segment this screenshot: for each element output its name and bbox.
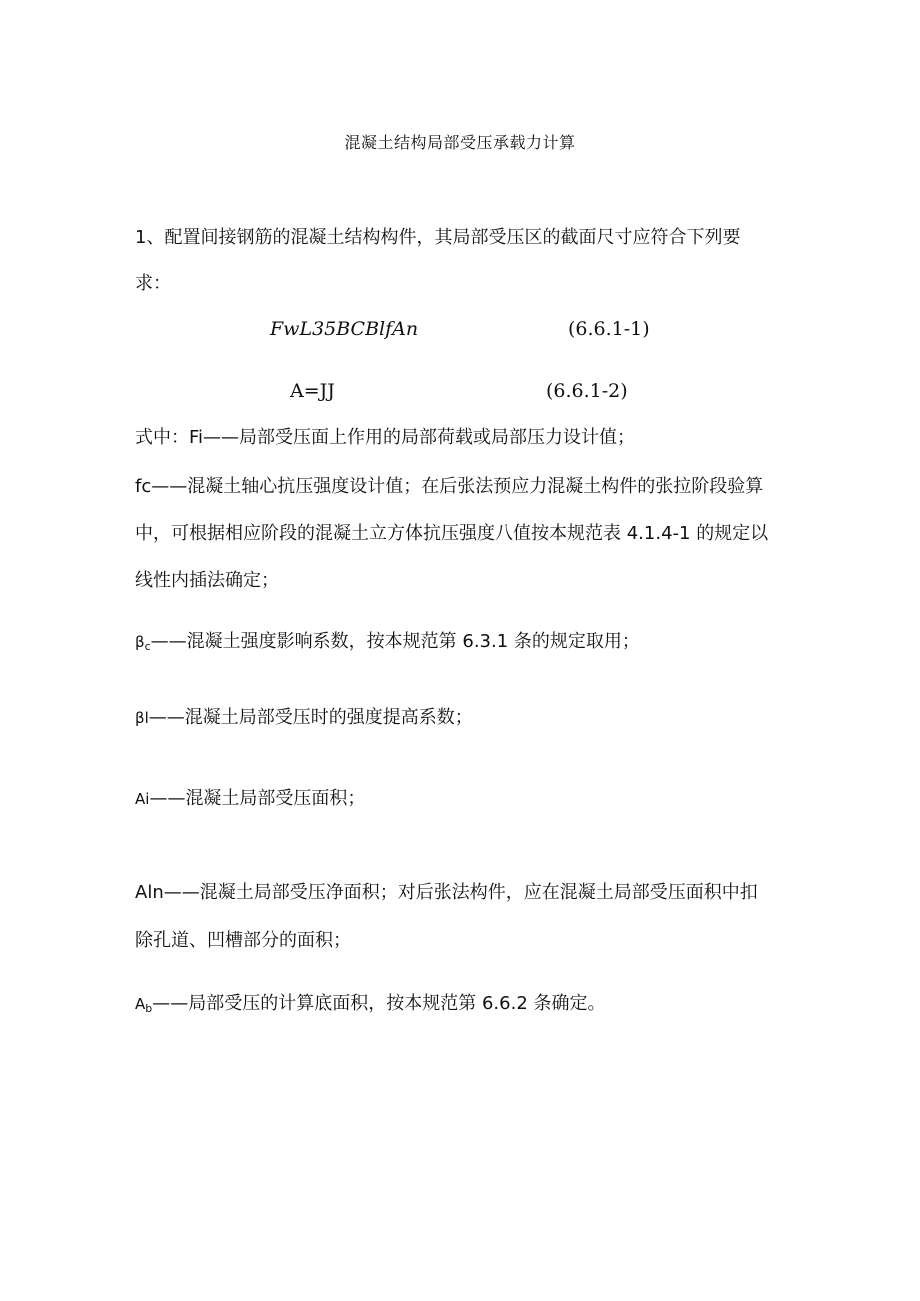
definition-beta-l bbox=[135, 706, 785, 730]
definition-beta-c bbox=[135, 630, 785, 659]
definition-ab bbox=[135, 992, 785, 1021]
ab-symbol: A bbox=[135, 995, 146, 1013]
beta-l-symbol: βl bbox=[135, 709, 149, 727]
beta-l-text: ——混凝土局部受压时的强度提高系数； bbox=[148, 707, 473, 728]
definition-aln-line-1: Aln——混凝土局部受压净面积；对后张法构件，应在混凝土局部受压面积中扣 bbox=[135, 882, 758, 903]
definition-fc-line-1: fc——混凝土轴心抗压强度设计值；在后张法预应力混凝土构件的张拉阶段验算 bbox=[135, 476, 764, 497]
formula-2-expression: A=JJ bbox=[290, 380, 335, 402]
definition-fi-text: 局部受压面上作用的局部荷载或局部压力设计值； bbox=[239, 427, 636, 448]
beta-c-symbol: β bbox=[135, 633, 145, 651]
intro-line-2: 求： bbox=[135, 273, 171, 294]
beta-c-text: ——混凝土强度影响系数，按本规范第 6.3.1 条的规定取用； bbox=[150, 631, 640, 652]
definition-aln-line-2: 除孔道、凹槽部分的面积； bbox=[135, 930, 351, 951]
formula-1-expression: FwL35BCBlfAn bbox=[270, 318, 419, 340]
ai-symbol: Ai bbox=[135, 790, 150, 808]
formula-1-number: (6.6.1-1) bbox=[568, 318, 650, 340]
ab-text: ——局部受压的计算底面积，按本规范第 6.6.2 条确定。 bbox=[152, 993, 606, 1014]
document-title: 混凝土结构局部受压承载力计算 bbox=[344, 133, 576, 152]
formula-2-number: (6.6.1-2) bbox=[546, 380, 628, 402]
definition-fi-prefix: 式中：Fi—— bbox=[135, 427, 240, 448]
intro-line-1: 1、配置间接钢筋的混凝土结构构件，其局部受压区的截面尺寸应符合下列要 bbox=[135, 227, 741, 248]
ai-text: ——混凝土局部受压面积； bbox=[149, 788, 366, 809]
beta-c-subscript: c bbox=[144, 640, 151, 653]
ab-subscript: b bbox=[145, 1002, 153, 1015]
definition-fc-line-3: 线性内插法确定； bbox=[135, 570, 279, 591]
definition-fc-line-2: 中，可根据相应阶段的混凝土立方体抗压强度八值按本规范表 4.1.4-1 的规定以 bbox=[135, 523, 769, 544]
definition-fi bbox=[135, 426, 785, 450]
definition-ai bbox=[135, 787, 785, 811]
